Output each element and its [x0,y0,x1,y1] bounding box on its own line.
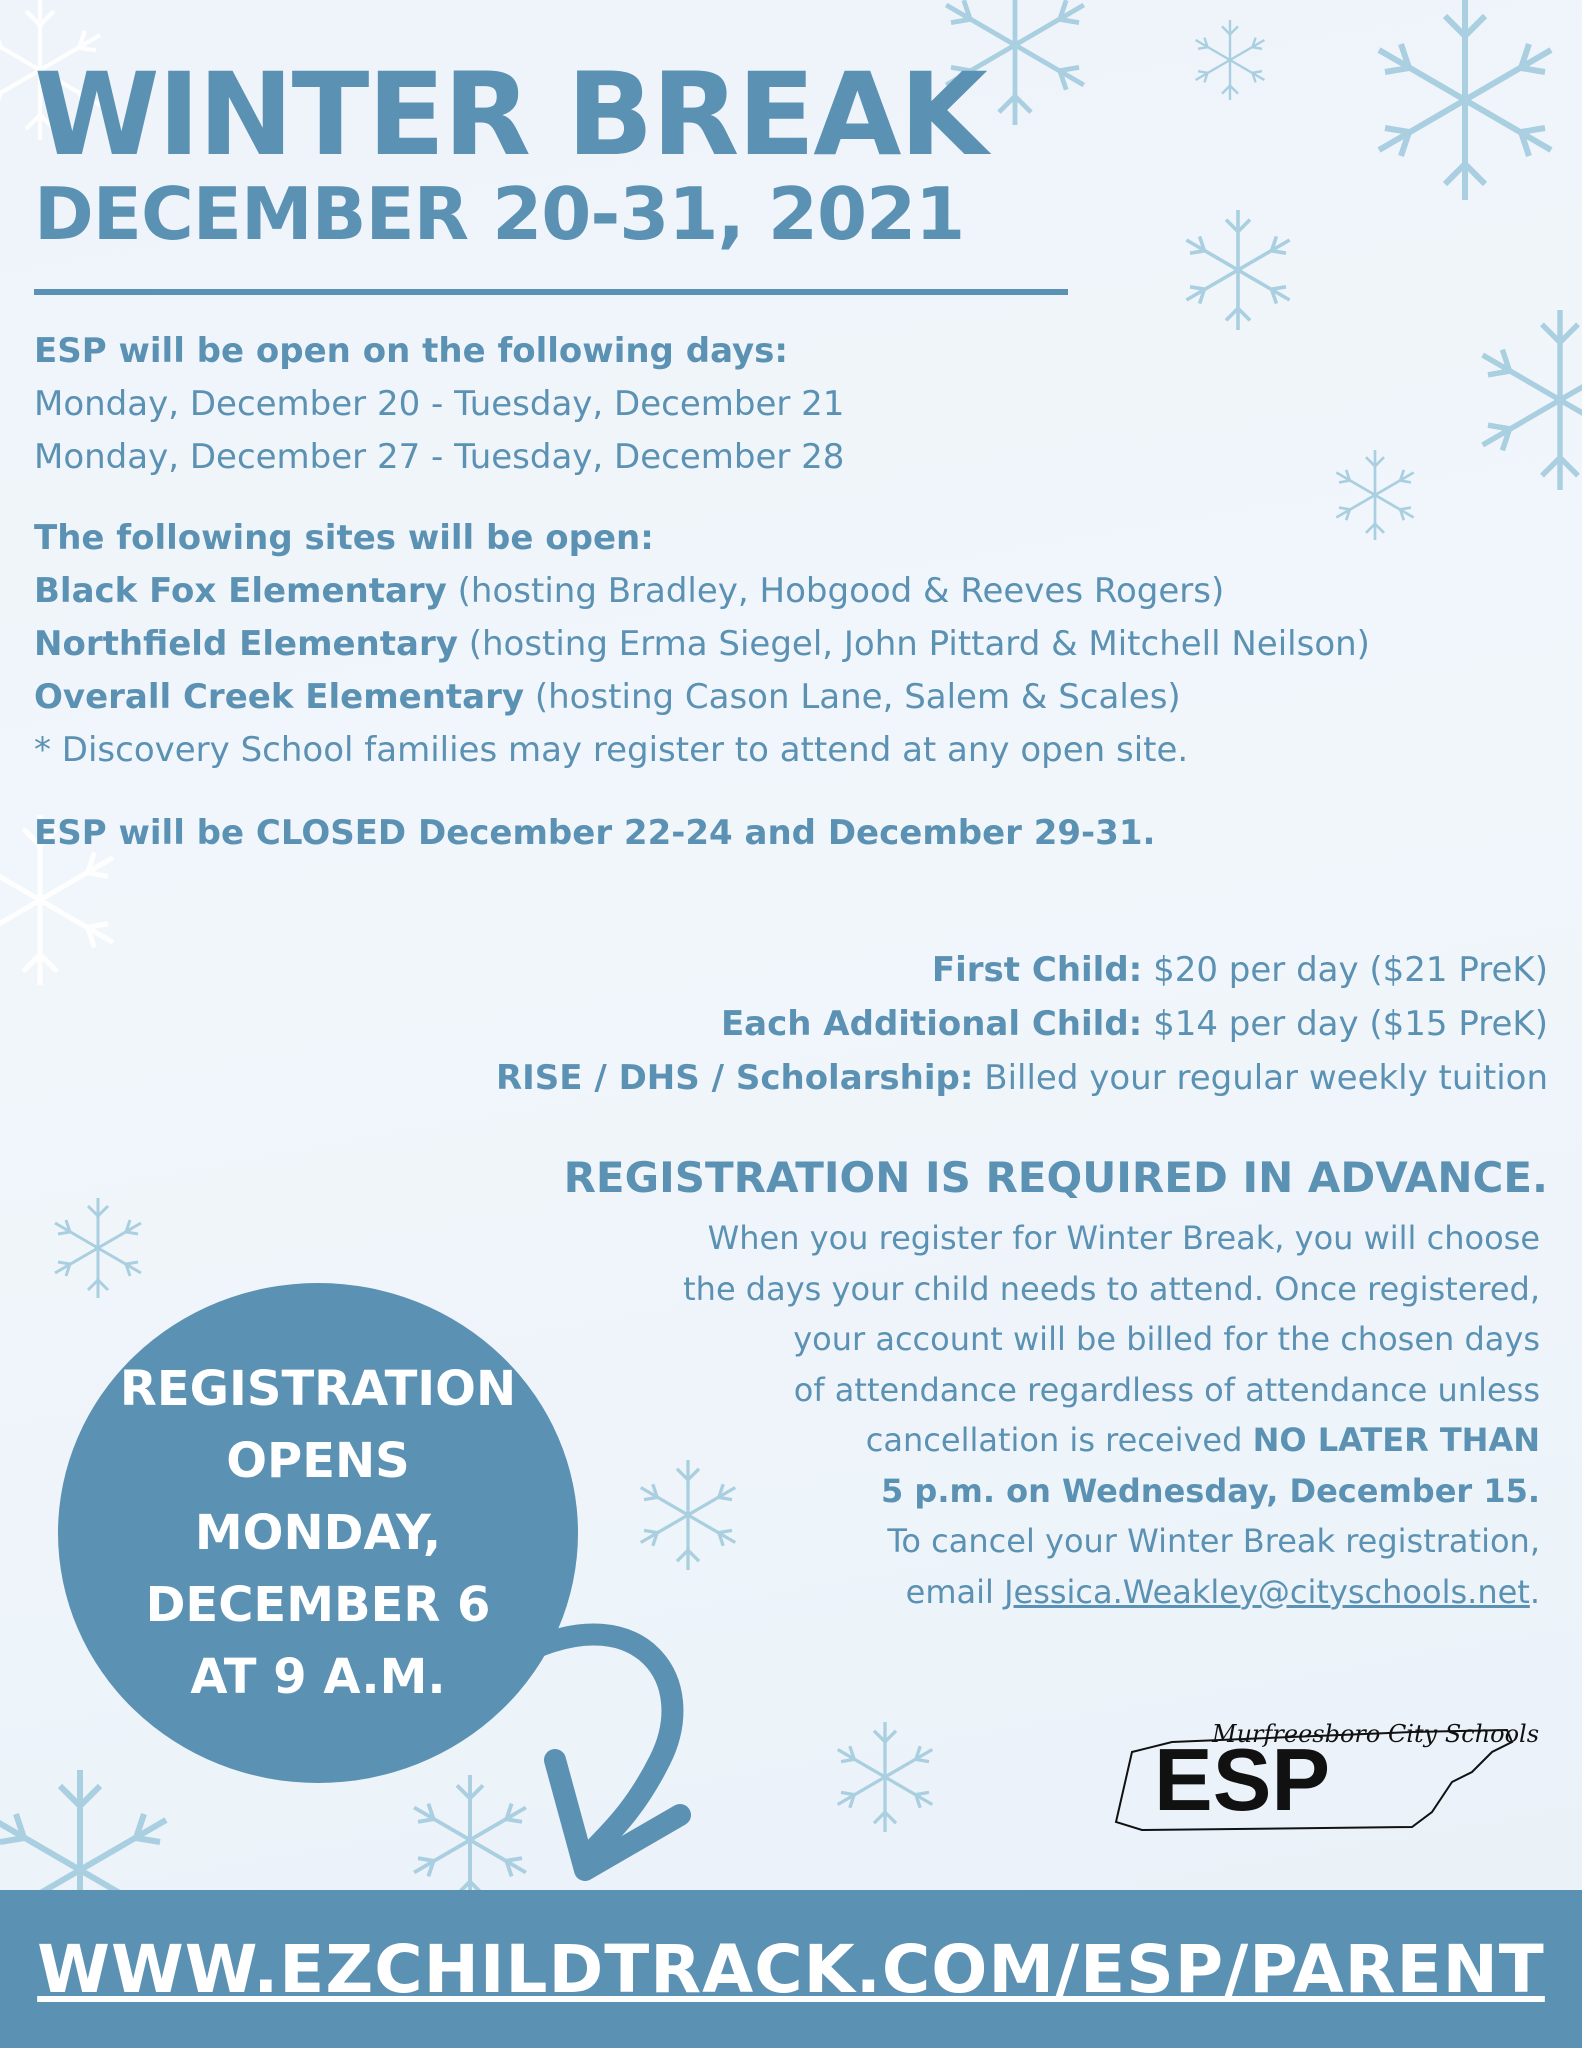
pricing-section [496,943,1548,1105]
site-note: (hosting Erma Siegel, John Pittard & Mitchell Neilson) [457,624,1370,664]
registration-details [540,1213,1540,1617]
email-prefix: email [905,1572,1005,1611]
sites-heading: The following sites will be open: [34,518,654,558]
site-name: Black Fox Elementary [34,571,447,611]
registration-url-link[interactable]: WWW.EZCHILDTRACK.COM/ESP/PARENT [37,1930,1545,2008]
price-row [496,943,1548,997]
closed-notice [34,807,1155,860]
badge-line: OPENS [226,1433,410,1489]
price-value: $20 per day ($21 PreK) [1142,950,1548,990]
registration-line [540,1415,1540,1466]
closed-notice-text: ESP will be CLOSED December 22-24 and December 29-31. [34,813,1156,853]
price-label: Each Additional Child: [720,1004,1143,1044]
footer-banner [0,1890,1582,2048]
price-row [496,997,1548,1051]
open-days-heading: ESP will be open on the following days: [34,331,788,371]
deadline-line: 5 p.m. on Wednesday, December 15. [881,1471,1540,1510]
sites-footnote: * Discovery School families may register to attend at any open site. [34,730,1189,770]
registration-opens-badge [58,1283,578,1783]
logo-script-text: Murfreesboro City Schools [1212,1720,1540,1748]
email-suffix: . [1529,1572,1540,1611]
badge-line: REGISTRATION [119,1361,517,1417]
snowflake-icon [55,1198,141,1298]
registration-line: your account will be billed for the chosen days [793,1320,1540,1358]
registration-line: the days your child needs to attend. Once registered, [683,1269,1540,1308]
site-name: Northfield Elementary [34,624,458,664]
registration-line [540,1567,1540,1618]
title-divider [34,289,1068,295]
price-label: First Child: [931,950,1143,990]
price-label: RISE / DHS / Scholarship: [495,1058,974,1098]
snowflake-icon [1483,310,1582,490]
snowflake-icon [414,1775,526,1905]
badge-line: AT 9 A.M. [190,1649,446,1705]
site-note: (hosting Cason Lane, Salem & Scales) [524,677,1181,717]
registration-line: of attendance regardless of attendance unless [793,1370,1540,1409]
badge-line: MONDAY, [194,1505,442,1561]
registration-text: cancellation is received [865,1421,1253,1459]
site-item [34,565,1370,618]
open-days-line: Monday, December 27 - Tuesday, December 28 [34,437,845,477]
registration-line: When you register for Winter Break, you will choose [707,1219,1540,1257]
page-title: WINTER BREAK [34,48,986,181]
esp-logo [1112,1712,1540,1836]
open-days-section [34,325,844,484]
site-item [34,671,1370,724]
snowflake-icon [1186,210,1289,330]
registration-heading: REGISTRATION IS REQUIRED IN ADVANCE. [563,1153,1548,1202]
logo-esp-text: ESP [1154,1730,1331,1829]
site-note: (hosting Bradley, Hobgood & Reeves Rogers) [446,571,1225,611]
site-name: Overall Creek Elementary [34,677,525,717]
snowflake-icon [1196,20,1265,100]
site-item [34,618,1370,671]
event-dates: DECEMBER 20-31, 2021 [34,172,965,256]
contact-email-link[interactable]: Jessica.Weakley@cityschools.net [1004,1572,1530,1611]
registration-line: To cancel your Winter Break registration, [887,1522,1540,1560]
price-value: $14 per day ($15 PreK) [1142,1004,1548,1044]
badge-line: DECEMBER 6 [145,1577,491,1633]
snowflake-icon [838,1722,933,1832]
open-sites-section [34,512,1370,777]
snowflake-icon [1379,0,1551,200]
open-days-line: Monday, December 20 - Tuesday, December 21 [34,384,845,424]
price-row [496,1051,1548,1105]
deadline-text: NO LATER THAN [1252,1421,1540,1459]
price-value: Billed your regular weekly tuition [973,1058,1548,1098]
